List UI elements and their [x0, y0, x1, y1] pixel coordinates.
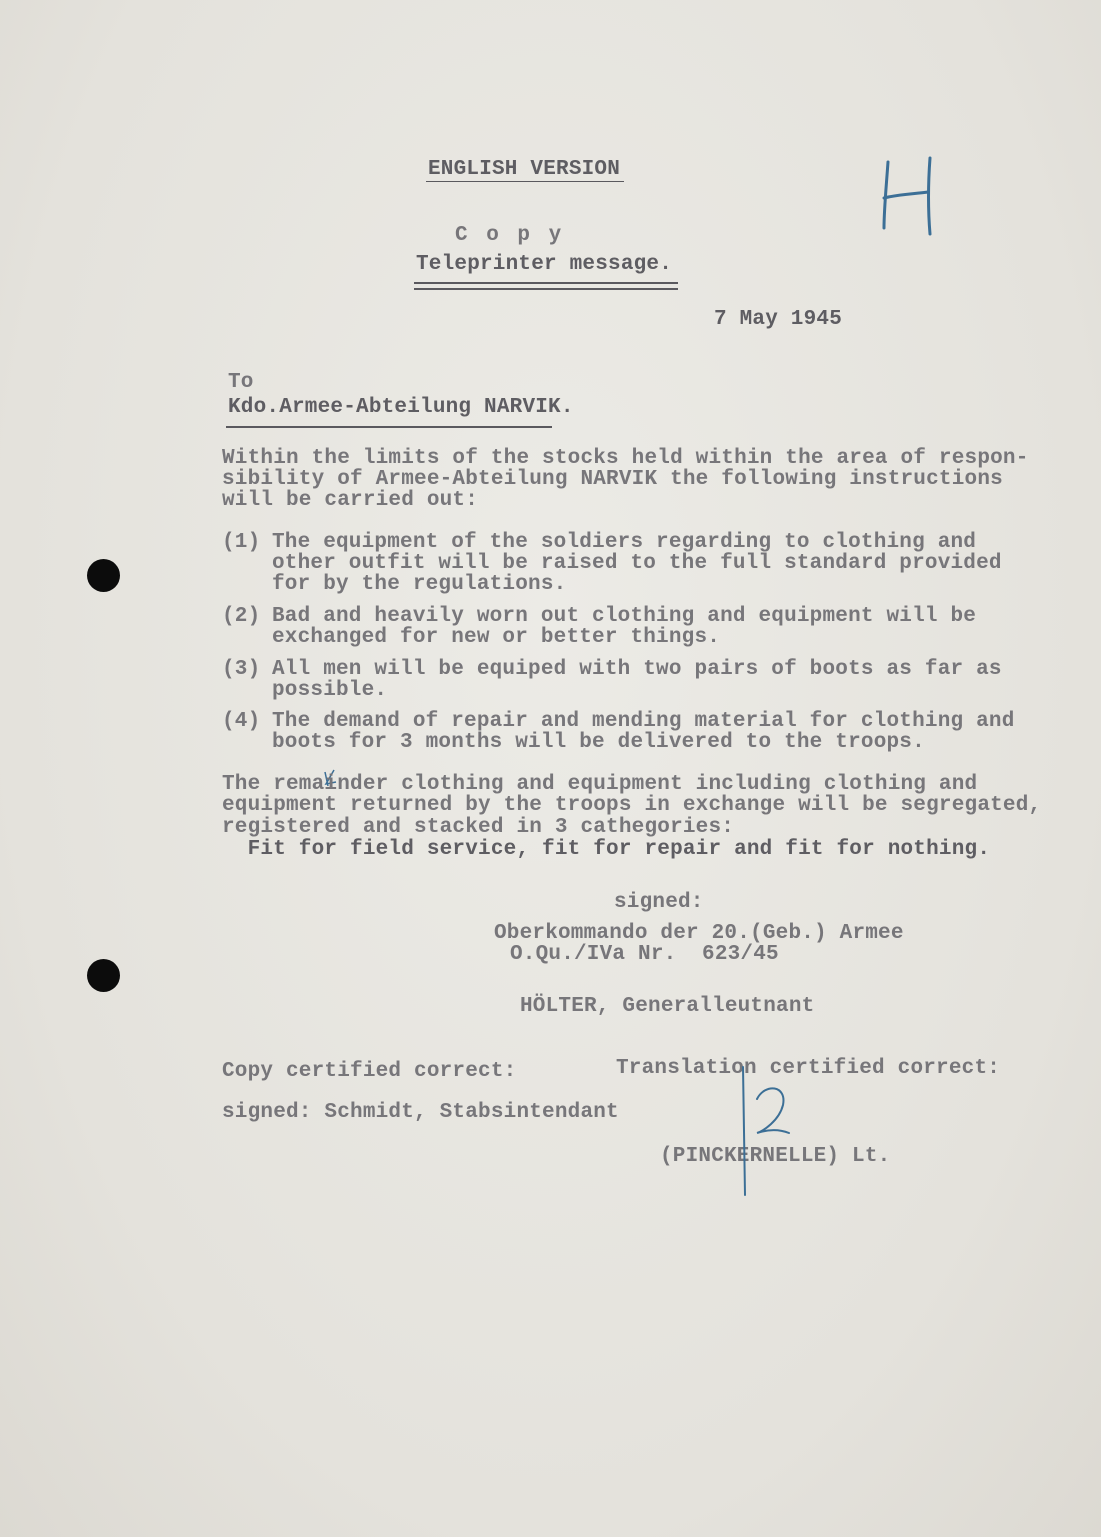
remainder-line: registered and stacked in 3 cathegories: — [222, 816, 735, 839]
item-line: Bad and heavily worn out clothing and equipment will be — [272, 605, 977, 628]
item-line: The equipment of the soldiers regarding to clothing and — [272, 531, 977, 554]
item-line: All men will be equiped with two pairs of boots as far as — [272, 658, 1002, 681]
signature-ref: O.Qu./IVa Nr. 623/45 — [510, 943, 779, 966]
to-label: To — [228, 371, 254, 394]
copy-label: C o p y — [455, 224, 565, 247]
remainder-line: The remainder clothing and equipment including clothing and — [222, 773, 978, 796]
item-number: (4) — [222, 710, 261, 733]
punch-hole — [87, 559, 120, 592]
intro-line: Within the limits of the stocks held within the area of respon- — [222, 447, 1029, 470]
item-number: (3) — [222, 658, 261, 681]
item-line: boots for 3 months will be delivered to the troops. — [272, 731, 925, 754]
subtitle-underline — [414, 282, 678, 284]
signed-label: signed: — [614, 891, 704, 914]
item-line: other outfit will be raised to the full standard provided — [272, 552, 1002, 575]
item-line: exchanged for new or better things. — [272, 626, 721, 649]
copy-certified-label: Copy certified correct: — [222, 1060, 517, 1083]
handwritten-initials — [735, 1065, 805, 1200]
intro-line: will be carried out: — [222, 489, 479, 512]
item-line: possible. — [272, 679, 388, 702]
punch-hole — [87, 959, 120, 992]
title-underline — [426, 181, 624, 182]
signed-schmidt: signed: Schmidt, Stabsintendant — [222, 1101, 619, 1124]
signature-org: Oberkommando der 20.(Geb.) Armee — [494, 922, 904, 945]
document-date: 7 May 1945 — [714, 308, 843, 331]
document-subtitle: Teleprinter message. — [416, 253, 673, 276]
intro-line: sibility of Armee-Abteilung NARVIK the following instructions — [222, 468, 1003, 491]
document-title: ENGLISH VERSION — [428, 158, 621, 181]
handwritten-h-mark — [870, 150, 950, 240]
translation-certified-label: Translation certified correct: — [616, 1057, 1001, 1080]
item-line: for by the regulations. — [272, 573, 567, 596]
recipient: Kdo.Armee-Abteilung NARVIK. — [228, 396, 574, 419]
item-number: (2) — [222, 605, 261, 628]
signatory-name: HÖLTER, Generalleutnant — [520, 995, 815, 1018]
recipient-underline — [226, 426, 552, 428]
item-line: The demand of repair and mending material for clothing and — [272, 710, 1015, 733]
subtitle-underline — [414, 288, 678, 290]
translator-name: (PINCKERNELLE) Lt. — [660, 1145, 891, 1168]
item-number: (1) — [222, 531, 261, 554]
remainder-line: Fit for field service, fit for repair and fit for nothing. — [222, 838, 991, 861]
remainder-line: equipment returned by the troops in exchange will be segregated, — [222, 794, 1042, 817]
